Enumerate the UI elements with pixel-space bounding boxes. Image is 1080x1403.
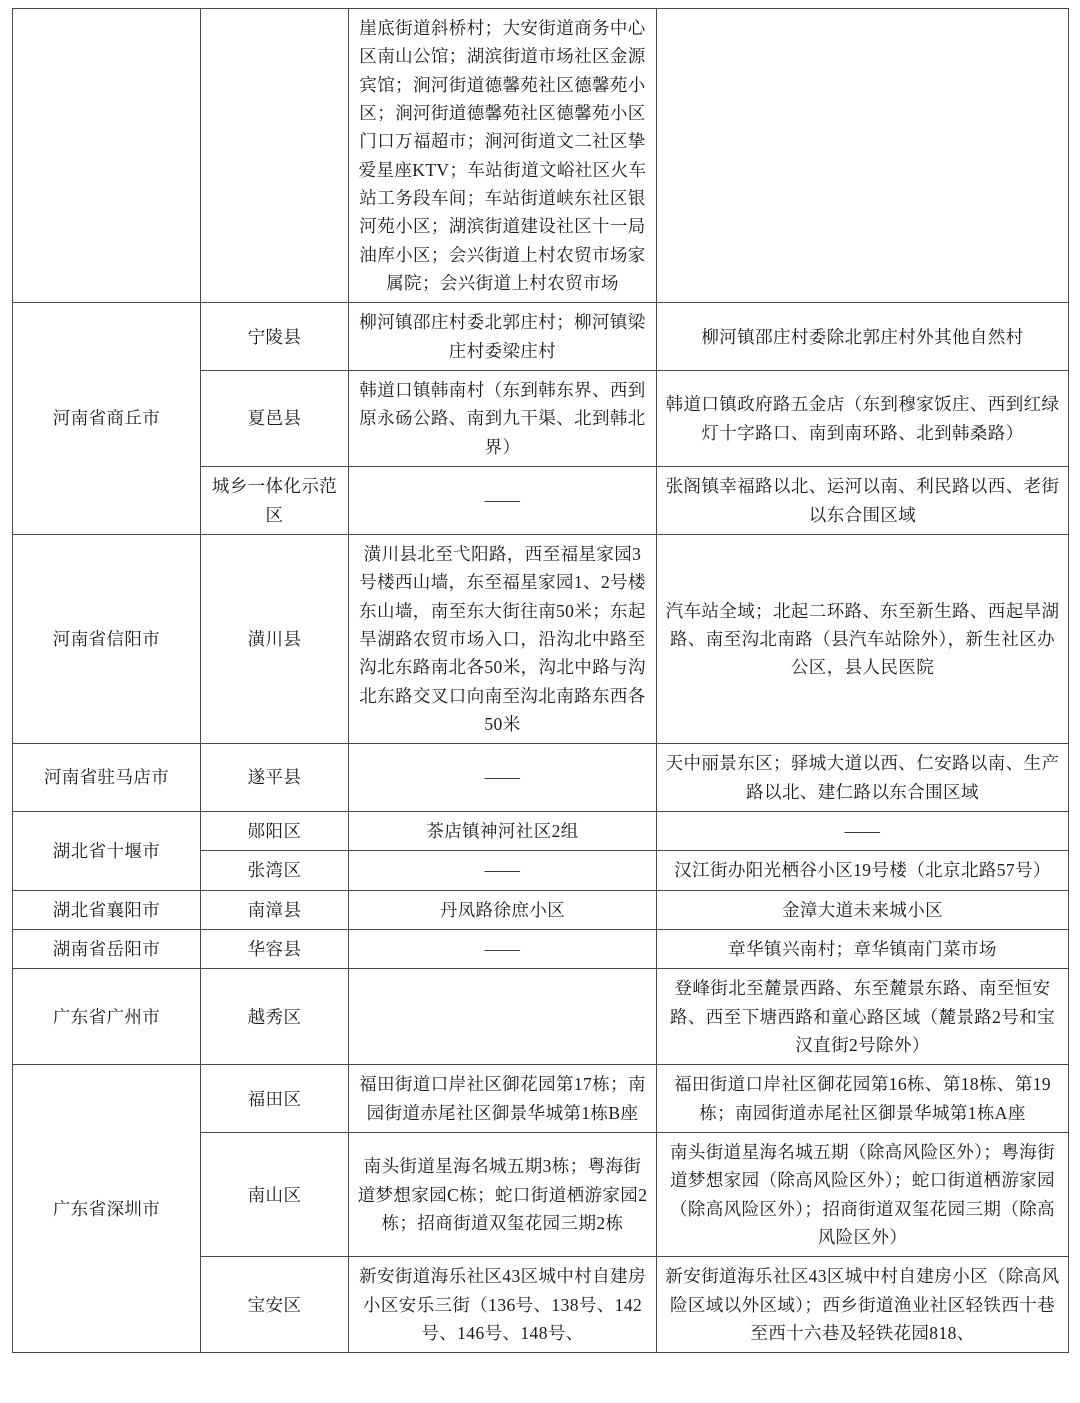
cell-high-risk: —— bbox=[349, 744, 657, 812]
cell-medium-risk: 柳河镇邵庄村委除北郭庄村外其他自然村 bbox=[657, 303, 1069, 371]
cell-medium-risk: 汽车站全域；北起二环路、东至新生路、西起旱湖路、南至沟北南路（县汽车站除外），新生社区办公区，县人民医院 bbox=[657, 534, 1069, 743]
cell-medium-risk: 张阁镇幸福路以北、运河以南、利民路以西、老街以东合围区域 bbox=[657, 467, 1069, 535]
cell-medium-risk: 南头街道星海名城五期（除高风险区外）；粤海街道梦想家园（除高风险区外）；蛇口街道栖游家园（除高风险区外）；招商街道双玺花园三期（除高风险区外） bbox=[657, 1133, 1069, 1257]
cell-high-risk: 潢川县北至弋阳路，西至福星家园3号楼西山墙，东至福星家园1、2号楼东山墙，南至东大街往南50米；东起旱湖路农贸市场入口，沿沟北中路至沟北东路南北各50米，沟北中路与沟北东路交叉口向南至沟北南路东西各50米 bbox=[349, 534, 657, 743]
cell-district: 宝安区 bbox=[201, 1257, 349, 1353]
table-row bbox=[13, 534, 1069, 743]
cell-district: 华容县 bbox=[201, 929, 349, 968]
cell-medium-risk: 金漳大道未来城小区 bbox=[657, 890, 1069, 929]
table-row bbox=[13, 744, 1069, 812]
table-row bbox=[13, 1065, 1069, 1133]
cell-district: 郧阳区 bbox=[201, 811, 349, 850]
risk-area-table bbox=[12, 8, 1069, 1353]
cell-province: 广东省广州市 bbox=[13, 969, 201, 1065]
cell-district: 城乡一体化示范区 bbox=[201, 467, 349, 535]
cell-medium-risk: 新安街道海乐社区43区城中村自建房小区（除高风险区域以外区域）；西乡街道渔业社区轻铁西十巷至西十六巷及轻铁花园818、 bbox=[657, 1257, 1069, 1353]
cell-high-risk: 茶店镇神河社区2组 bbox=[349, 811, 657, 850]
cell-high-risk: 柳河镇邵庄村委北郭庄村；柳河镇梁庄村委梁庄村 bbox=[349, 303, 657, 371]
cell-province: 湖南省岳阳市 bbox=[13, 929, 201, 968]
cell-district bbox=[201, 9, 349, 303]
table-row bbox=[13, 929, 1069, 968]
cell-medium-risk bbox=[657, 9, 1069, 303]
cell-high-risk: —— bbox=[349, 467, 657, 535]
cell-medium-risk: 韩道口镇政府路五金店（东到穆家饭庄、西到红绿灯十字路口、南到南环路、北到韩桑路） bbox=[657, 371, 1069, 467]
cell-medium-risk: 登峰街北至麓景西路、东至麓景东路、南至恒安路、西至下塘西路和童心路区域（麓景路2号和宝汉直街2号除外） bbox=[657, 969, 1069, 1065]
table-row bbox=[13, 969, 1069, 1065]
cell-medium-risk: 天中丽景东区；驿城大道以西、仁安路以南、生产路以北、建仁路以东合围区域 bbox=[657, 744, 1069, 812]
cell-province: 湖北省十堰市 bbox=[13, 811, 201, 890]
table-row bbox=[13, 9, 1069, 303]
cell-province: 广东省深圳市 bbox=[13, 1065, 201, 1353]
cell-medium-risk: 章华镇兴南村；章华镇南门菜市场 bbox=[657, 929, 1069, 968]
cell-province: 湖北省襄阳市 bbox=[13, 890, 201, 929]
cell-medium-risk: —— bbox=[657, 811, 1069, 850]
cell-high-risk: 崖底街道斜桥村；大安街道商务中心区南山公馆；湖滨街道市场社区金源宾馆；涧河街道德馨苑社区德馨苑小区；涧河街道德馨苑社区德馨苑小区门口万福超市；涧河街道文二社区挚爱星座KTV；车站街道文峪社区火车站工务段车间；车站街道峡东社区银河苑小区；湖滨街道建设社区十一局油库小区；会兴街道上村农贸市场家属院；会兴街道上村农贸市场 bbox=[349, 9, 657, 303]
cell-medium-risk: 福田街道口岸社区御花园第16栋、第18栋、第19栋；南园街道赤尾社区御景华城第1栋A座 bbox=[657, 1065, 1069, 1133]
cell-district: 越秀区 bbox=[201, 969, 349, 1065]
cell-district: 宁陵县 bbox=[201, 303, 349, 371]
cell-high-risk: —— bbox=[349, 929, 657, 968]
cell-district: 潢川县 bbox=[201, 534, 349, 743]
cell-district: 南山区 bbox=[201, 1133, 349, 1257]
cell-district: 福田区 bbox=[201, 1065, 349, 1133]
cell-high-risk: 福田街道口岸社区御花园第17栋；南园街道赤尾社区御景华城第1栋B座 bbox=[349, 1065, 657, 1133]
cell-high-risk: 韩道口镇韩南村（东到韩东界、西到原永砀公路、南到九干渠、北到韩北界） bbox=[349, 371, 657, 467]
cell-province: 河南省商丘市 bbox=[13, 303, 201, 534]
table-row bbox=[13, 890, 1069, 929]
table-row bbox=[13, 303, 1069, 371]
cell-district: 张湾区 bbox=[201, 851, 349, 890]
cell-high-risk bbox=[349, 969, 657, 1065]
table-body bbox=[13, 9, 1069, 1353]
cell-province bbox=[13, 9, 201, 303]
cell-district: 夏邑县 bbox=[201, 371, 349, 467]
cell-high-risk: 丹凤路徐庶小区 bbox=[349, 890, 657, 929]
cell-high-risk: —— bbox=[349, 851, 657, 890]
cell-medium-risk: 汉江街办阳光栖谷小区19号楼（北京北路57号） bbox=[657, 851, 1069, 890]
cell-high-risk: 南头街道星海名城五期3栋；粤海街道梦想家园C栋；蛇口街道栖游家园2栋；招商街道双玺花园三期2栋 bbox=[349, 1133, 657, 1257]
table-row bbox=[13, 811, 1069, 850]
cell-high-risk: 新安街道海乐社区43区城中村自建房小区安乐三街（136号、138号、142号、146号、148号、 bbox=[349, 1257, 657, 1353]
cell-district: 南漳县 bbox=[201, 890, 349, 929]
cell-province: 河南省驻马店市 bbox=[13, 744, 201, 812]
cell-province: 河南省信阳市 bbox=[13, 534, 201, 743]
cell-district: 遂平县 bbox=[201, 744, 349, 812]
